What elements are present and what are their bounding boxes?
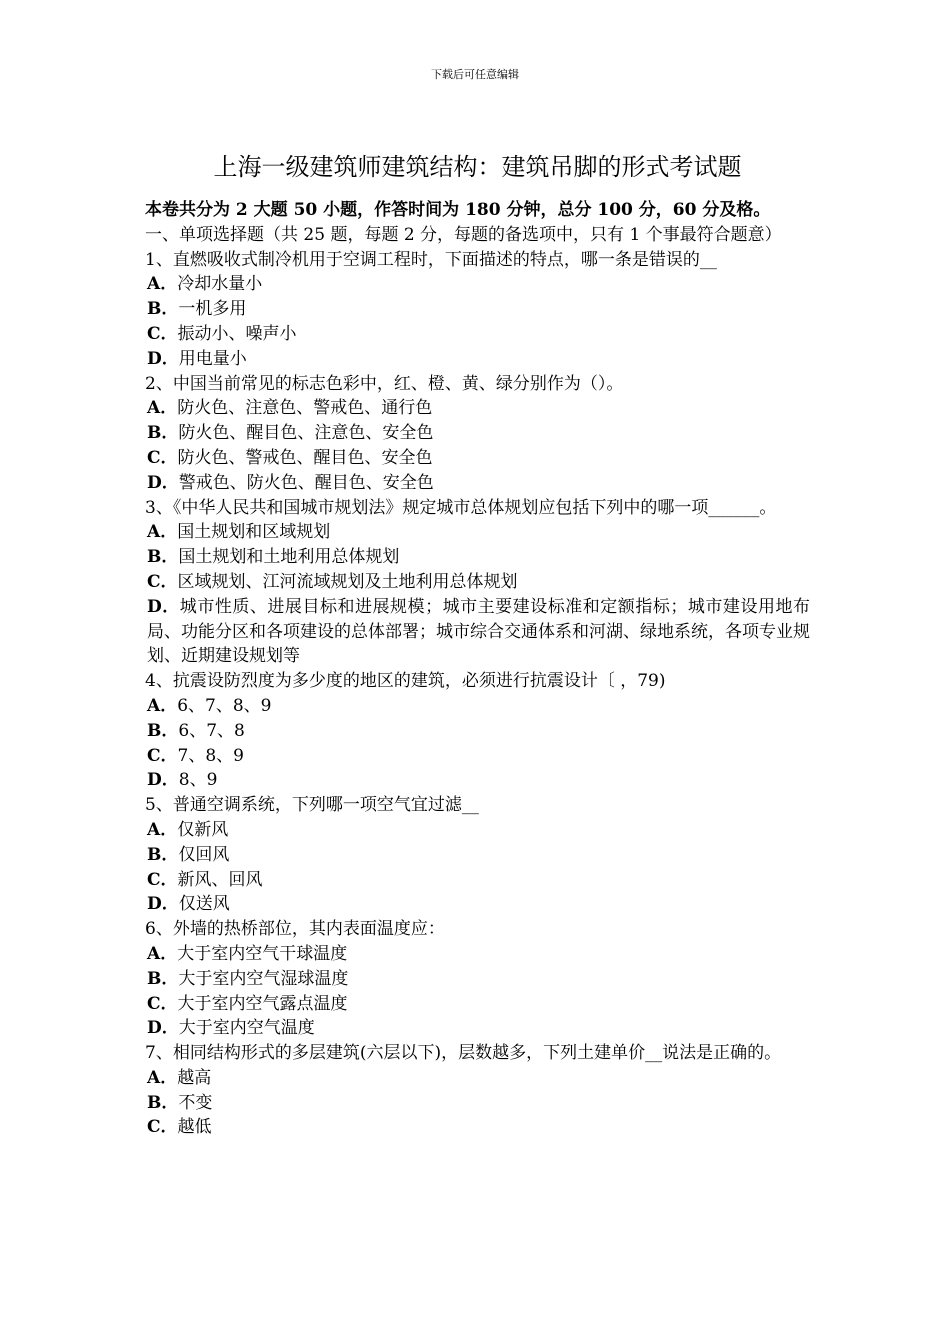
document-body — [145, 150, 810, 1140]
option-letter: D． — [147, 472, 179, 493]
question-stem: 1、直燃吸收式制冷机用于空调工程时，下面描述的特点，哪一条是错误的__ — [145, 249, 717, 270]
option-letter: B． — [147, 968, 179, 989]
option-text: 冷却水量小 — [177, 274, 263, 295]
option-text: 用电量小 — [178, 348, 247, 369]
answer-option — [145, 297, 810, 322]
answer-option — [145, 744, 810, 769]
option-letter: A． — [147, 522, 178, 543]
option-letter: A． — [147, 274, 178, 295]
option-letter: A． — [147, 398, 178, 419]
question-stem: 5、普通空调系统，下列哪一项空气宜过滤__ — [145, 795, 479, 816]
option-letter: A． — [147, 819, 178, 840]
option-text: 8、9 — [178, 770, 218, 791]
option-letter: D． — [147, 1018, 179, 1039]
answer-option — [145, 1115, 810, 1140]
option-letter: B． — [147, 423, 179, 444]
answer-option — [145, 545, 810, 570]
option-letter: D． — [147, 596, 180, 617]
answer-option — [145, 322, 810, 347]
question-list — [145, 248, 810, 1141]
section-heading: 一、单项选择题（共 25 题，每题 2 分，每题的备选项中，只有 1 个事最符合题意） — [145, 224, 782, 245]
option-text: 新风、回风 — [177, 869, 263, 890]
option-letter: C． — [147, 1117, 178, 1138]
answer-option — [145, 942, 810, 967]
answer-option — [145, 347, 810, 372]
answer-option — [145, 421, 810, 446]
option-text: 防火色、注意色、警戒色、通行色 — [177, 398, 433, 419]
option-letter: D． — [147, 894, 179, 915]
option-letter: B． — [147, 299, 179, 320]
exam-summary: 本卷共分为 2 大题 50 小题，作答时间为 180 分钟，总分 100 分，60 分及格。 — [145, 200, 771, 220]
option-letter: C． — [147, 571, 178, 592]
option-letter: A． — [147, 943, 178, 964]
option-letter: B． — [147, 844, 179, 865]
option-text: 不变 — [178, 1092, 213, 1113]
answer-option — [145, 992, 810, 1017]
answer-option — [145, 1066, 810, 1091]
option-letter: C． — [147, 447, 178, 468]
answer-option — [145, 1091, 810, 1116]
option-letter: A． — [147, 695, 178, 716]
option-text: 国土规划和区域规划 — [177, 522, 331, 543]
question-stem: 6、外墙的热桥部位，其内表面温度应： — [145, 919, 445, 940]
answer-option — [145, 471, 810, 496]
option-letter: C． — [147, 745, 178, 766]
option-text: 一机多用 — [178, 299, 247, 320]
option-text: 6、7、8、9 — [177, 695, 272, 716]
option-letter: D． — [147, 770, 179, 791]
option-letter: B． — [147, 1092, 179, 1113]
question-stem: 3、《中华人民共和国城市规划法》规定城市总体规划应包括下列中的哪一项______。 — [145, 497, 777, 518]
answer-option — [145, 520, 810, 545]
option-letter: C． — [147, 323, 178, 344]
page-header: 下载后可任意编辑 — [431, 68, 519, 81]
answer-option — [145, 694, 810, 719]
option-letter: C． — [147, 993, 178, 1014]
option-text: 防火色、警戒色、醒目色、安全色 — [177, 447, 433, 468]
option-text: 大于室内空气湿球温度 — [178, 968, 349, 989]
option-letter: B． — [147, 547, 179, 568]
option-text: 仅新风 — [177, 819, 229, 840]
answer-option — [145, 1016, 810, 1041]
option-text: 仅回风 — [178, 844, 230, 865]
question-stem: 2、中国当前常见的标志色彩中，红、橙、黄、绿分别作为（）。 — [145, 373, 624, 394]
answer-option — [145, 843, 810, 868]
answer-option — [145, 719, 810, 744]
option-text: 城市性质、进展目标和进展规模；城市主要建设标准和定额指标；城市建设用地布局、功能分区和各项建设的总体部署；城市综合交通体系和河湖、绿地系统，各项专业规划、近期建设规划等 — [147, 596, 811, 667]
answer-option — [145, 595, 810, 669]
answer-option — [145, 892, 810, 917]
option-text: 大于室内空气温度 — [178, 1018, 315, 1039]
option-text: 警戒色、防火色、醒目色、安全色 — [178, 472, 434, 493]
option-text: 国土规划和土地利用总体规划 — [178, 547, 400, 568]
answer-option — [145, 818, 810, 843]
option-text: 大于室内空气干球温度 — [177, 943, 348, 964]
option-text: 越低 — [177, 1117, 212, 1138]
option-letter: B． — [147, 720, 179, 741]
option-text: 振动小、噪声小 — [177, 323, 297, 344]
option-letter: A． — [147, 1067, 178, 1088]
document-title: 上海一级建筑师建筑结构：建筑吊脚的形式考试题 — [213, 153, 742, 181]
option-text: 防火色、醒目色、注意色、安全色 — [178, 423, 434, 444]
question-stem: 4、抗震设防烈度为多少度的地区的建筑，必须进行抗震设计〔 ，79) — [145, 671, 666, 692]
option-text: 越高 — [177, 1067, 212, 1088]
option-letter: C． — [147, 869, 178, 890]
option-letter: D． — [147, 348, 179, 369]
question-stem: 7、相同结构形式的多层建筑(六层以下)，层数越多，下列土建单价__说法是正确的。 — [145, 1043, 782, 1064]
option-text: 区域规划、江河流域规划及土地利用总体规划 — [177, 571, 518, 592]
answer-option — [145, 868, 810, 893]
option-text: 仅送风 — [178, 894, 230, 915]
answer-option — [145, 272, 810, 297]
answer-option — [145, 570, 810, 595]
answer-option — [145, 967, 810, 992]
answer-option — [145, 768, 810, 793]
option-text: 大于室内空气露点温度 — [177, 993, 348, 1014]
answer-option — [145, 396, 810, 421]
option-text: 6、7、8 — [178, 720, 245, 741]
option-text: 7、8、9 — [177, 745, 244, 766]
answer-option — [145, 446, 810, 471]
